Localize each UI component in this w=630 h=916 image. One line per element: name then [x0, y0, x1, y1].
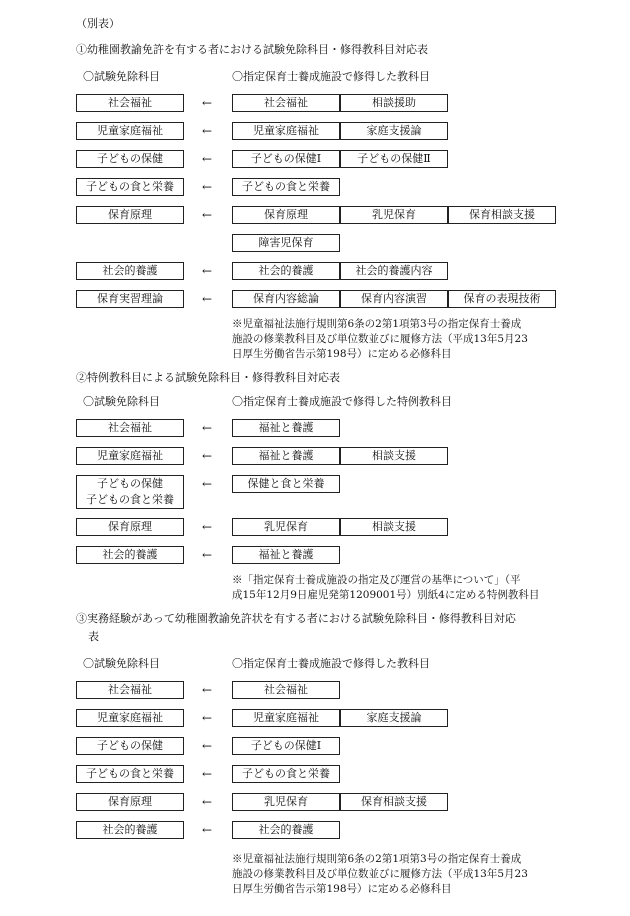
s2-subject-box: 保健と食と栄養 [232, 475, 340, 493]
s1-subject-box: 社会的養護内容 [340, 262, 448, 280]
s3-arrow-6: ← [202, 823, 213, 837]
section2-right-head: 〇指定保育士養成施設で修得した特例教科目 [232, 395, 452, 408]
s2-exempt-line: 子どもの保健 [97, 477, 163, 490]
s2-arrow-1: ← [202, 421, 213, 435]
s3-arrow-5: ← [202, 795, 213, 809]
s3-subject-box: 社会的養護 [232, 821, 340, 839]
s1-arrow-4: ← [202, 180, 213, 194]
s2-subject-box: 福祉と養護 [232, 419, 340, 437]
section2-left-head: 〇試験免除科目 [83, 395, 160, 408]
s1-exempt-shakaiteki-yogo: 社会的養護 [76, 262, 184, 280]
s2-arrow-5: ← [202, 548, 213, 562]
section3-title-line1: ③実務経験があって幼稚園教諭免許状を有する者における試験免除科目・修得教科目対応 [76, 612, 516, 625]
s2-subject-box: 福祉と養護 [232, 546, 340, 564]
s1-arrow-1: ← [202, 96, 213, 110]
s1-subject-box: 社会福祉 [232, 94, 340, 112]
s3-subject-box: 子どもの保健Ⅰ [232, 737, 340, 755]
s1-arrow-5: ← [202, 208, 213, 222]
s2-exempt-shakai-fukushi: 社会福祉 [76, 419, 184, 437]
s1-exempt-hoiku-genri: 保育原理 [76, 206, 184, 224]
s1-arrow-3: ← [202, 152, 213, 166]
s2-note-line: 成15年12月9日雇児発第1209001号）別紙4に定める特例教科目 [232, 589, 540, 601]
s1-subject-box: 保育内容総論 [232, 290, 340, 308]
s3-subject-box: 乳児保育 [232, 793, 340, 811]
s2-subject-box: 乳児保育 [232, 518, 340, 536]
s3-note-line: ※児童福祉法施行規則第6条の2第1項第3号の指定保育士養成 [232, 853, 522, 865]
s3-exempt-jido-katei: 児童家庭福祉 [76, 709, 184, 727]
s1-note-line: ※児童福祉法施行規則第6条の2第1項第3号の指定保育士養成 [232, 318, 522, 330]
s2-arrow-2: ← [202, 449, 213, 463]
s3-subject-box: 児童家庭福祉 [232, 709, 340, 727]
s2-subject-box: 福祉と養護 [232, 447, 340, 465]
s3-subject-box: 家庭支援論 [340, 709, 448, 727]
s1-exempt-jisshu-riron: 保育実習理論 [76, 290, 184, 308]
s3-arrow-4: ← [202, 767, 213, 781]
s3-exempt-shakaiteki-yogo: 社会的養護 [76, 821, 184, 839]
s3-subject-box: 社会福祉 [232, 681, 340, 699]
s1-exempt-hoken: 子どもの保健 [76, 150, 184, 168]
s3-subject-box: 保育相談支援 [340, 793, 448, 811]
s1-subject-box: 保育原理 [232, 206, 340, 224]
s1-note-line: 施設の修業教科目及び単位数並びに履修方法（平成13年5月23 [232, 333, 528, 345]
s1-subject-box: 子どもの食と栄養 [232, 178, 340, 196]
section3-left-head: 〇試験免除科目 [83, 657, 160, 670]
s1-subject-box: 保育相談支援 [448, 206, 556, 224]
s2-exempt-shakaiteki-yogo: 社会的養護 [76, 546, 184, 564]
s3-arrow-1: ← [202, 683, 213, 697]
s2-arrow-3: ← [202, 477, 213, 491]
s1-subject-box: 相談援助 [340, 94, 448, 112]
s3-arrow-3: ← [202, 739, 213, 753]
s2-exempt-jido-katei: 児童家庭福祉 [76, 447, 184, 465]
s3-subject-box: 子どもの食と栄養 [232, 765, 340, 783]
s1-subject-box: 障害児保育 [232, 234, 340, 252]
s1-arrow-7: ← [202, 292, 213, 306]
s1-subject-box: 子どもの保健Ⅱ [340, 150, 448, 168]
s1-subject-box: 子どもの保健Ⅰ [232, 150, 340, 168]
s2-note-line: ※「指定保育士養成施設の指定及び運営の基準について」（平 [232, 574, 521, 586]
s1-subject-box: 乳児保育 [340, 206, 448, 224]
section2-title: ②特例教科目による試験免除科目・修得教科目対応表 [76, 371, 340, 384]
s1-subject-box: 児童家庭福祉 [232, 122, 340, 140]
s1-subject-box: 保育内容演習 [340, 290, 448, 308]
s3-exempt-hoiku-genri: 保育原理 [76, 793, 184, 811]
section1-right-head: 〇指定保育士養成施設で修得した教科目 [232, 70, 430, 83]
s1-exempt-shoku-eiyo: 子どもの食と栄養 [76, 178, 184, 196]
s1-subject-box: 保育の表現技術 [448, 290, 556, 308]
s3-note-line: 日厚生労働省告示第198号）に定める必修科目 [232, 883, 452, 895]
s2-exempt-hoken-shoku [76, 475, 184, 509]
s1-arrow-2: ← [202, 124, 213, 138]
s1-subject-box: 社会的養護 [232, 262, 340, 280]
s1-note-line: 日厚生労働省告示第198号）に定める必修科目 [232, 348, 452, 360]
s3-exempt-shoku-eiyo: 子どもの食と栄養 [76, 765, 184, 783]
section3-title-line2: 表 [88, 630, 99, 643]
s2-arrow-4: ← [202, 520, 213, 534]
s2-subject-box: 相談支援 [340, 518, 448, 536]
s1-exempt-shakai-fukushi: 社会福祉 [76, 94, 184, 112]
s2-exempt-hoiku-genri: 保育原理 [76, 518, 184, 536]
s2-subject-box: 相談支援 [340, 447, 448, 465]
s1-subject-box: 家庭支援論 [340, 122, 448, 140]
s3-note-line: 施設の修業教科目及び単位数並びに履修方法（平成13年5月23 [232, 868, 528, 880]
s3-exempt-shakai-fukushi: 社会福祉 [76, 681, 184, 699]
s2-exempt-line: 子どもの食と栄養 [86, 493, 174, 506]
betsuhyo-label: （別表） [76, 17, 120, 30]
section1-title: ①幼稚園教諭免許を有する者における試験免除科目・修得教科目対応表 [76, 43, 428, 56]
s1-arrow-6: ← [202, 264, 213, 278]
section1-left-head: 〇試験免除科目 [83, 70, 160, 83]
section3-right-head: 〇指定保育士養成施設で修得した教科目 [232, 657, 430, 670]
s3-exempt-hoken: 子どもの保健 [76, 737, 184, 755]
s3-arrow-2: ← [202, 711, 213, 725]
s1-exempt-jido-katei: 児童家庭福祉 [76, 122, 184, 140]
